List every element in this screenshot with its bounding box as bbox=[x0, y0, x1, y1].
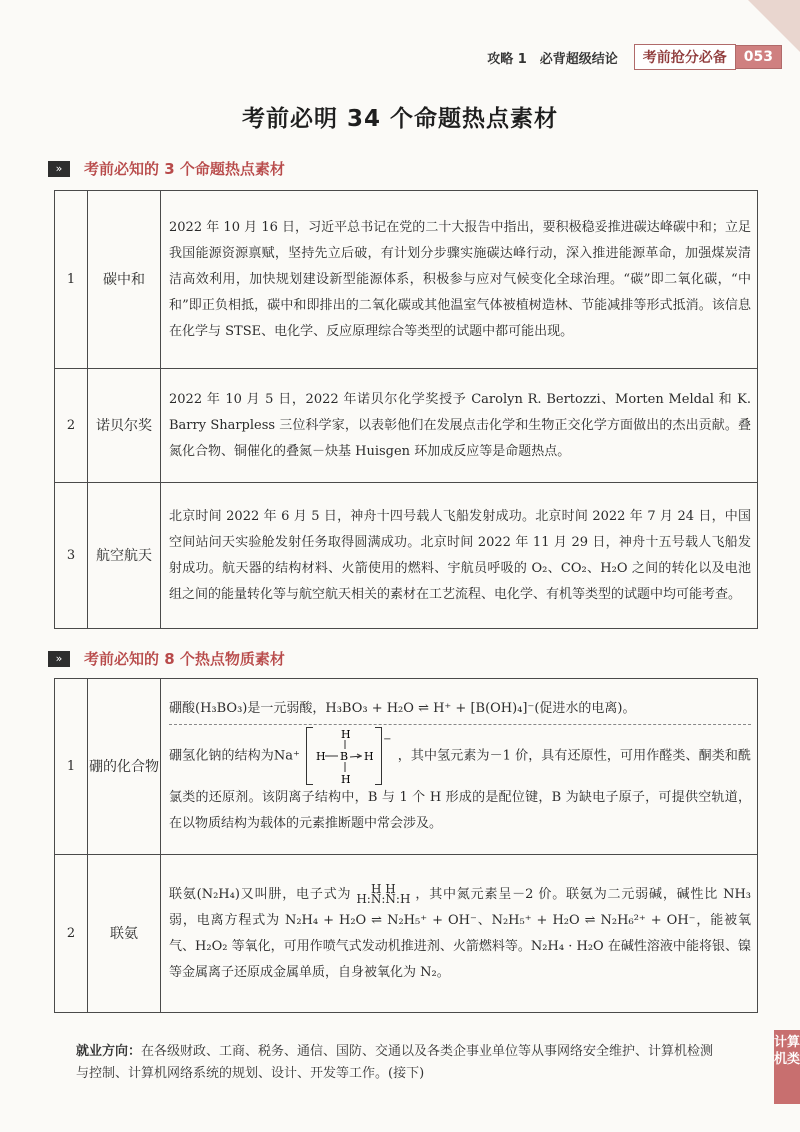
row-content bbox=[161, 855, 758, 1013]
row-content bbox=[161, 679, 758, 855]
hotspot-table bbox=[54, 190, 758, 629]
row-number: 1 bbox=[55, 191, 88, 369]
row-content: 北京时间 2022 年 6 月 5 日，神舟十四号载人飞船发射成功。北京时间 2022 年 7 月 24 日，中国空间站问天实验舱发射任务取得圆满成功。北京时间 2022 年 11 月 29 日，神舟十五号载人飞船发射成功。航天器的结构材料、火箭使用的燃料、宇航员呼吸的 O₂、CO₂、H₂O 之间的转化以及电池组之间的能量转化等与航空航天相关的素材在工艺流程、电化学、有机等类型的试题中均可能考查。 bbox=[161, 483, 758, 629]
bh4-structure-diagram bbox=[313, 727, 375, 785]
footer-text: 在各级财政、工商、税务、通信、国防、交通以及各类企事业单位等从事网络安全维护、计算机检测与控制、计算机网络系统的规划、设计、开发等工作。(接下) bbox=[76, 1044, 714, 1081]
table-row bbox=[55, 679, 758, 855]
table-row bbox=[55, 191, 758, 369]
header-tag: 考前抢分必备 bbox=[634, 44, 736, 70]
row-number: 2 bbox=[55, 369, 88, 483]
table-row bbox=[55, 483, 758, 629]
svg-text:B: B bbox=[340, 750, 349, 763]
svg-text:H: H bbox=[341, 728, 351, 741]
page-header bbox=[487, 44, 782, 70]
svg-text:H: H bbox=[364, 750, 374, 763]
borohydride-structure bbox=[306, 727, 391, 785]
row-topic: 航空航天 bbox=[88, 483, 161, 629]
row-content: 2022 年 10 月 16 日，习近平总书记在党的二十大报告中指出，要积极稳妥推进碳达峰碳中和；立足我国能源资源禀赋，坚持先立后破，有计划分步骤实施碳达峰行动，深入推进能源革命，加强煤炭清洁高效利用，加快规划建设新型能源体系，积极参与应对气候变化全球治理。“碳”即二氧化碳，“中和”即正负相抵，碳中和即排出的二氧化碳或其他温室气体被植树造林、节能减排等形式抵消。该信息在化学与 STSE、电化学、反应原理综合等类型的试题中都可能出现。 bbox=[161, 191, 758, 369]
substance-table bbox=[54, 678, 758, 1013]
row-content: 2022 年 10 月 5 日，2022 年诺贝尔化学奖授予 Carolyn R. Bertozzi、Morten Meldal 和 K. Barry Sharpless 三位科学家，以表彰他们在发展点击化学和生物正交化学方面做出的杰出贡献。叠氮化合物、铜催化的叠氮－炔基 Huisgen 环加成反应等是命题热点。 bbox=[161, 369, 758, 483]
right-bracket bbox=[375, 727, 382, 785]
table-row bbox=[55, 369, 758, 483]
row-topic: 碳中和 bbox=[88, 191, 161, 369]
lewis-main-chain: H:N̈:N̈:H bbox=[356, 892, 411, 906]
section-heading-text: 考前必知的 8 个热点物质素材 bbox=[84, 650, 285, 668]
header-section-label: 攻略 1 必背超级结论 bbox=[487, 51, 618, 67]
section-heading-2 bbox=[48, 648, 285, 669]
footer-label: 就业方向： bbox=[76, 1044, 142, 1059]
section-heading-1 bbox=[48, 158, 285, 179]
page-title: 考前必明 34 个命题热点素材 bbox=[241, 106, 559, 132]
row-topic: 硼的化合物 bbox=[88, 679, 161, 855]
hydrazine-description: ，其中氮元素呈－2 价。联氨为二元弱碱，碱性比 NH₃ 弱，电离方程式为 N₂H₄ + H₂O ⇌ N₂H₅⁺ + OH⁻、N₂H₅⁺ + H₂O ⇌ N₂H₆²⁺ + OH⁻，能被氧气、H₂O₂ 等氧化，可用作喷气式发动机推进剂、火箭燃料等。N₂H₄ · H₂O 在碱性溶液中能将银、镍等金属离子还原成金属单质，自身被氧化为 N₂。 bbox=[169, 886, 752, 980]
double-chevron-icon: » bbox=[48, 161, 70, 177]
nabh4-paragraph bbox=[169, 724, 751, 839]
nabh4-description: ，其中氢元素为－1 价，具有还原性，可用作醛类、酮类和酰氯类的还原剂。该阴离子结构中，B 与 1 个 H 形成的是配位键，B 为缺电子原子，可提供空轨道，在以物质结构为载体的元素推断题中常会涉及。 bbox=[169, 748, 751, 831]
row-number: 3 bbox=[55, 483, 88, 629]
hydrazine-lewis-structure bbox=[356, 884, 410, 904]
left-bracket bbox=[306, 727, 313, 785]
svg-text:H: H bbox=[316, 750, 326, 763]
nabh4-intro: 硼氢化钠的结构为Na⁺ bbox=[169, 748, 300, 764]
side-category-tab: 计算机类 bbox=[774, 1030, 800, 1104]
svg-text:H: H bbox=[341, 773, 351, 785]
double-chevron-icon: » bbox=[48, 651, 70, 667]
table-row bbox=[55, 855, 758, 1013]
row-topic: 诺贝尔奖 bbox=[88, 369, 161, 483]
footer-note bbox=[76, 1041, 726, 1085]
row-number: 2 bbox=[55, 855, 88, 1013]
row-number: 1 bbox=[55, 679, 88, 855]
page-number: 053 bbox=[736, 45, 782, 69]
anion-charge: − bbox=[383, 734, 392, 745]
boric-acid-line: 硼酸(H₃BO₃)是一元弱酸，H₃BO₃ + H₂O ⇌ H⁺ + [B(OH)₄]⁻(促进水的电离)。 bbox=[169, 701, 636, 716]
section-heading-text: 考前必知的 3 个命题热点素材 bbox=[84, 160, 285, 178]
row-topic: 联氨 bbox=[88, 855, 161, 1013]
lewis-top-hydrogens: H H bbox=[371, 882, 396, 896]
hydrazine-intro: 联氨(N₂H₄)又叫肼，电子式为 bbox=[169, 886, 352, 902]
